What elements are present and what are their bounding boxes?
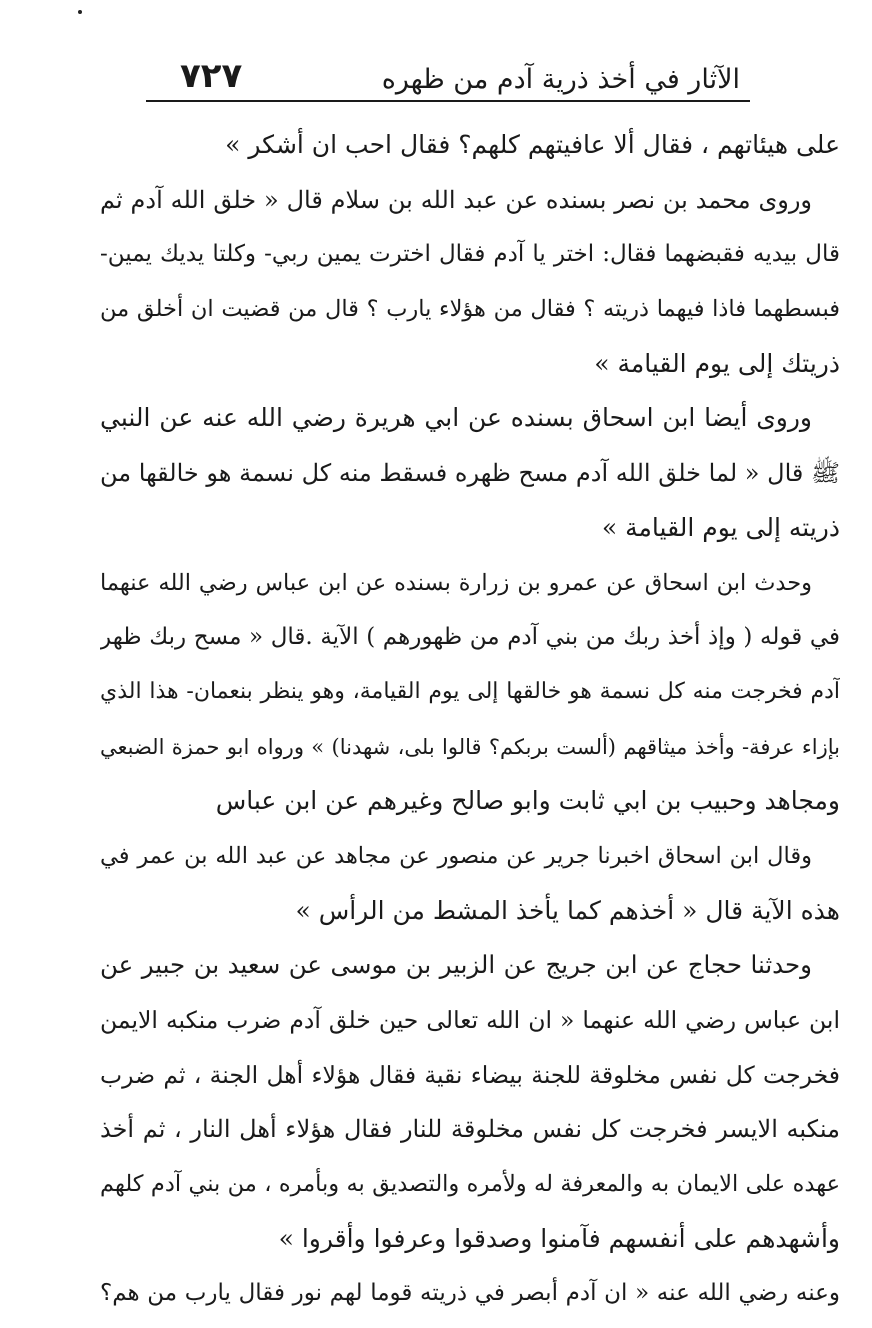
- running-title: الآثار في أخذ ذرية آدم من ظهره: [381, 64, 740, 95]
- page-number: ٧٢٧: [180, 56, 243, 96]
- ink-speck: [78, 10, 82, 14]
- text-line: وروى محمد بن نصر بسنده عن عبد الله بن سلام قال « خلق الله آدم ثم: [100, 185, 812, 214]
- text-line: فخرجت كل نفس مخلوقة للجنة بيضاء نقية فقال هؤلاء أهل الجنة ، ثم ضرب: [100, 1060, 840, 1089]
- page-header: [140, 56, 750, 100]
- text-line: عهده على الايمان به والمعرفة له ولأمره والتصديق به وبأمره ، من بني آدم كلهم: [100, 1171, 840, 1198]
- text-line: بإزاء عرفة- وأخذ ميثاقهم (ألست بربكم؟ قالوا بلى، شهدنا) » ورواه ابو حمزة الضبعي: [100, 734, 840, 759]
- text-line: وحدثنا حجاج عن ابن جريج عن الزبير بن موسى عن سعيد بن جبير عن: [100, 950, 812, 980]
- body-text: [100, 118, 840, 1321]
- text-line: وقال ابن اسحاق اخبرنا جرير عن منصور عن مجاهد عن عبد الله بن عمر في: [100, 842, 812, 869]
- text-line: في قوله ( وإذ أخذ ربك من بني آدم من ظهورهم ) الآية .قال « مسح ربك ظهر: [100, 624, 840, 651]
- text-line: ومجاهد وحبيب بن ابي ثابت وابو صالح وغيرهم عن ابن عباس: [215, 786, 840, 816]
- text-line: ﷺ قال « لما خلق الله آدم مسح ظهره فسقط منه كل نسمة هو خالقها من: [100, 459, 840, 488]
- text-line: ابن عباس رضي الله عنهما « ان الله تعالى حين خلق آدم ضرب منكبه الايمن: [100, 1006, 840, 1034]
- text-line: آدم فخرجت منه كل نسمة هو خالقها إلى يوم القيامة، وهو ينظر بنعمان- هذا الذي: [100, 678, 840, 704]
- text-line: وأشهدهم على أنفسهم فآمنوا وصدقوا وعرفوا وأقروا »: [278, 1223, 840, 1253]
- text-line: فبسطهما فاذا فيهما ذريته ؟ فقال من هؤلاء يارب ؟ قال من قضيت ان أخلق من: [100, 296, 840, 323]
- text-line: قال بيديه فقبضهما فقال: اختر يا آدم فقال اخترت يمين ربي- وكلتا يديك يمين-: [100, 241, 840, 268]
- text-line: ذريته إلى يوم القيامة »: [601, 512, 840, 542]
- text-line: وحدث ابن اسحاق عن عمرو بن زرارة بسنده عن ابن عباس رضي الله عنهما: [100, 569, 812, 596]
- text-line: هذه الآية قال « أخذهم كما يأخذ المشط من الرأس »: [295, 895, 840, 925]
- text-line: وروى أيضا ابن اسحاق بسنده عن ابي هريرة رضي الله عنه عن النبي: [100, 403, 812, 433]
- header-rule: [146, 100, 750, 102]
- text-line: على هيئاتهم ، فقال ألا عافيتهم كلهم؟ فقال احب ان أشكر »: [225, 130, 840, 159]
- text-line: ذريتك إلى يوم القيامة »: [594, 348, 840, 378]
- text-line: وعنه رضي الله عنه « ان آدم أبصر في ذريته قوما لهم نور فقال يارب من هم؟: [100, 1280, 840, 1307]
- text-line: منكبه الايسر فخرجت كل نفس مخلوقة للنار فقال هؤلاء أهل النار ، ثم أخذ: [100, 1115, 840, 1144]
